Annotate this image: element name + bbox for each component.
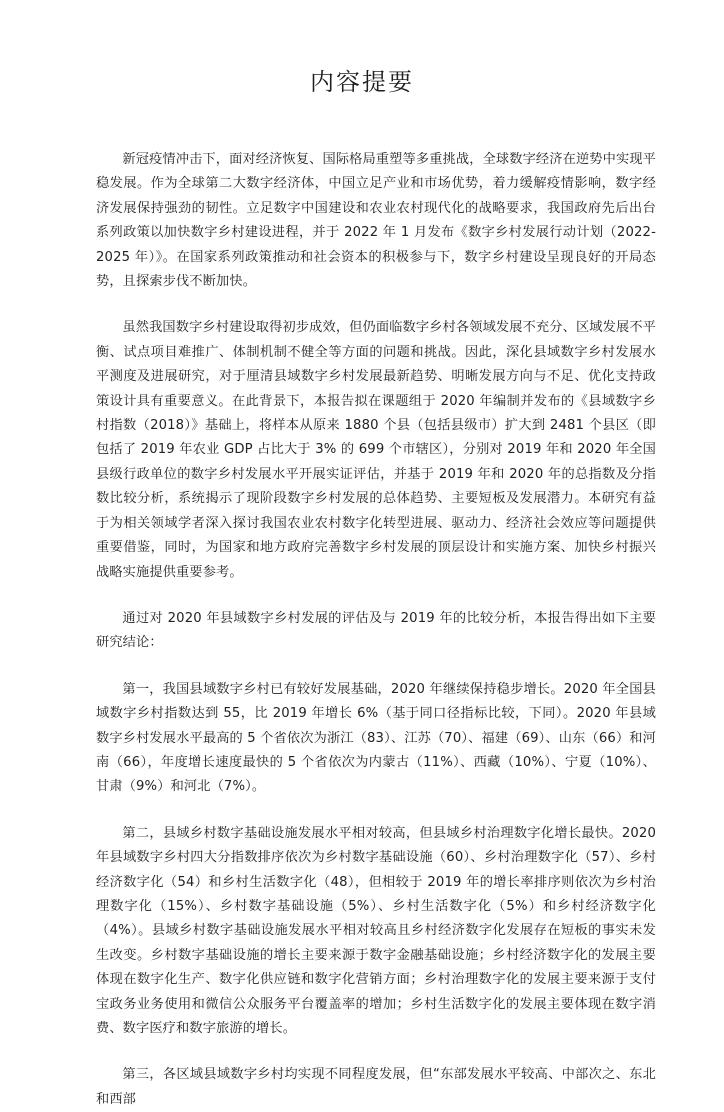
paragraph-intro: 新冠疫情冲击下，面对经济恢复、国际格局重塑等多重挑战，全球数字经济在逆势中实现平稳发展。作为全球第二大数字经济体，中国立足产业和市场优势，着力缓解疫情影响，数字经济发展保持强劲的韧性。立足数字中国建设和农业农村现代化的战略要求，我国政府先后出台系列政策以加快数字乡村建设进程，并于 2022 年 1 月发布《数字乡村发展行动计划（2022-2025 年）》。在国家系列政策推动和社会资本的积极参与下，数字乡村建设呈现良好的开局态势，且探索步伐不断加快。 <box>96 152 656 290</box>
document-body <box>96 148 656 1112</box>
paragraph-background: 虽然我国数字乡村建设取得初步成效，但仍面临数字乡村各领域发展不充分、区域发展不平衡、试点项目难推广、体制机制不健全等方面的问题和挑战。因此，深化县域数字乡村发展水平测度及进展研究，对于厘清县域数字乡村发展最新趋势、明晰发展方向与不足、优化支持政策设计具有重要意义。在此背景下，本报告拟在课题组于 2020 年编制并发布的《县域数字乡村指数（2018）》基础上，将样本从原来 1880 个县（包括县级市）扩大到 2481 个县区（即包括了 2019 年农业 GDP 占比大于 3% 的 699 个市辖区），分别对 2019 年和 2020 年全国县级行政单位的数字乡村发展水平开展实证评估，并基于 2019 年和 2020 年的总指数及分指数比较分析，系统揭示了现阶段数字乡村发展的总体趋势、主要短板及发展潜力。本研究有益于为相关领域学者深入探讨我国农业农村数字化转型进展、驱动力、经济社会效应等问题提供重要借鉴，同时，为国家和地方政府完善数字乡村发展的顶层设计和实施方案、加快乡村振兴战略实施提供重要参考。 <box>96 320 656 580</box>
page-title: 内容提要 <box>310 68 414 96</box>
paragraph-finding-3: 第三，各区域县域数字乡村均实现不同程度发展，但“东部发展水平较高、中部次之、东北和西部 <box>96 1067 656 1107</box>
paragraph-finding-1: 第一，我国县域数字乡村已有较好发展基础，2020 年继续保持稳步增长。2020 年全国县域数字乡村指数达到 55，比 2019 年增长 6%（基于同口径指标比较，下同）。2020 年县域数字乡村发展水平最高的 5 个省依次为浙江（83）、江苏（70）、福建（69）、山东（66）和河南（66），年度增长速度最快的 5 个省依次为内蒙古（11%）、西藏（10%）、宁夏（10%）、甘肃（9%）和河北（7%）。 <box>96 681 656 795</box>
paragraph-finding-2: 第二，县域乡村数字基础设施发展水平相对较高，但县域乡村治理数字化增长最快。2020 年县域数字乡村四大分指数排序依次为乡村数字基础设施（60）、乡村治理数字化（57）、乡村经济数字化（54）和乡村生活数字化（48），但相较于 2019 年的增长率排序则依次为乡村治理数字化（15%）、乡村数字基础设施（5%）、乡村生活数字化（5%）和乡村经济数字化（4%）。县域乡村数字基础设施发展水平相对较高且乡村经济数字化发展存在短板的事实未发生改变。乡村数字基础设施的增长主要来源于数字金融基础设施；乡村经济数字化的发展主要体现在数字化生产、数字化供应链和数字化营销方面；乡村治理数字化的发展主要来源于支付宝政务业务使用和微信公众服务平台覆盖率的增加；乡村生活数字化的发展主要体现在数字消费、数字医疗和数字旅游的增长。 <box>96 825 656 1036</box>
paragraph-conclusion-lead: 通过对 2020 年县域数字乡村发展的评估及与 2019 年的比较分析，本报告得出如下主要研究结论： <box>96 610 656 651</box>
